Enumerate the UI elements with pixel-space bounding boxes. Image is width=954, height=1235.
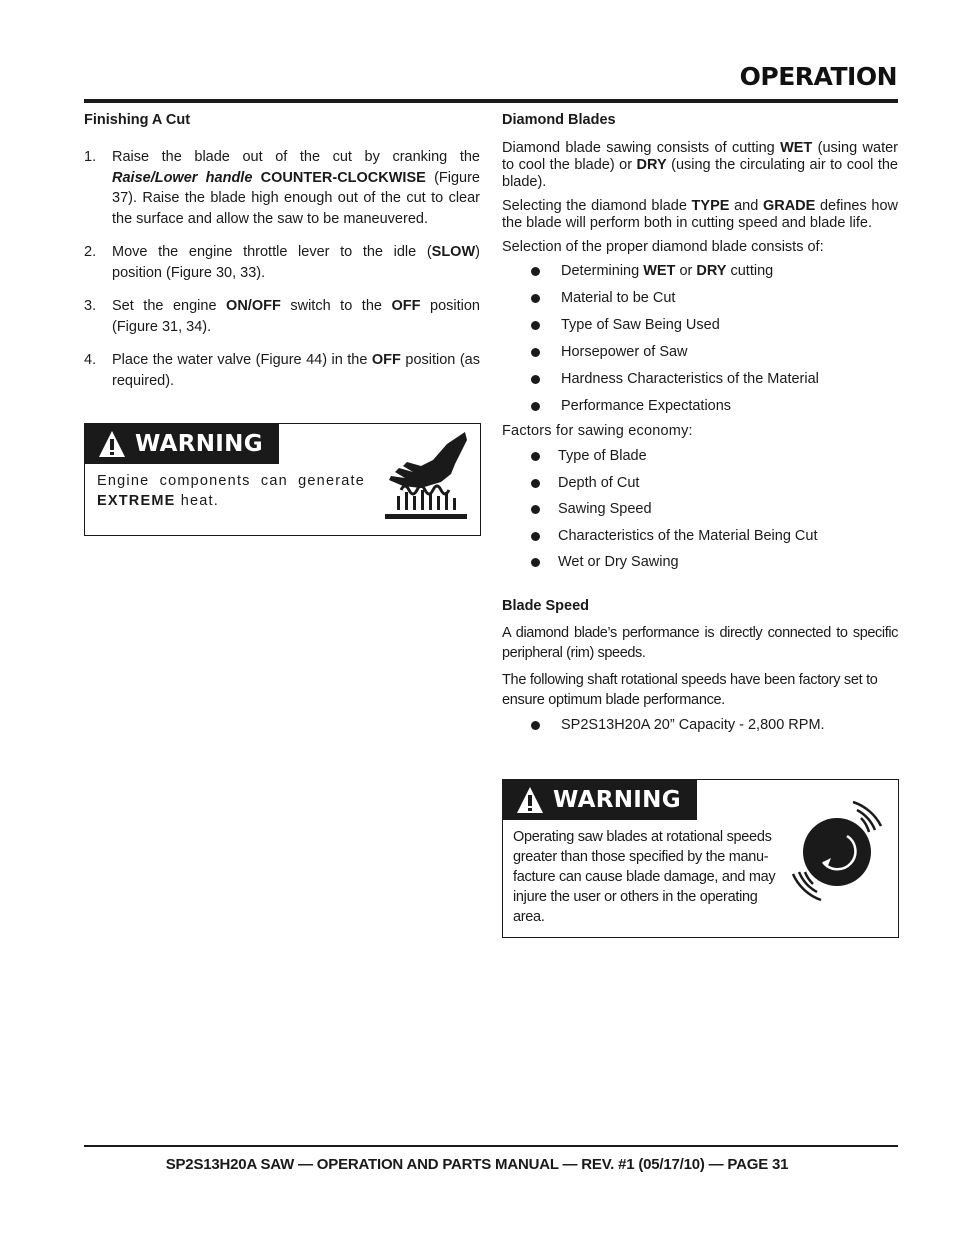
text-run: DRY xyxy=(636,157,667,173)
warning-tag xyxy=(503,780,697,820)
text-run: OFF xyxy=(391,298,421,314)
warning-box-speed xyxy=(502,779,899,938)
text-run: ) position (Figure 30, 33). xyxy=(112,244,480,281)
text-run: position (as required). xyxy=(112,352,480,389)
text-run: WET xyxy=(780,140,813,156)
warning-triangle-icon xyxy=(515,785,545,815)
list-item xyxy=(531,285,898,312)
step-item xyxy=(84,296,480,337)
step-number: 4. xyxy=(84,352,97,368)
diamond-paragraph-1 xyxy=(502,140,898,191)
text-run: cutting xyxy=(726,263,774,279)
list-item xyxy=(531,496,898,523)
text-run: Type of Saw Being Used xyxy=(561,317,720,333)
warning-label: WARNING xyxy=(135,431,263,457)
list-item xyxy=(531,339,898,366)
text-run: Selecting the diamond blade xyxy=(502,198,692,214)
list-item-label: Sawing Speed xyxy=(558,501,652,517)
text-run: (Figure 37). Raise the blade high enough out of the cut to clear the surface and allow the saw to be maneuvered. xyxy=(112,169,480,227)
step-item xyxy=(84,242,480,283)
hot-surface-icon xyxy=(381,430,471,526)
text-run: Horsepower of Saw xyxy=(561,344,688,360)
bullet-dot-icon xyxy=(531,402,540,411)
text-run: defines how the blade will perform both in cutting speed and blade life. xyxy=(502,198,898,231)
warning-triangle-icon xyxy=(97,429,127,459)
speed-list xyxy=(531,712,898,739)
text-run: Determining xyxy=(561,263,644,279)
text-run xyxy=(252,170,260,186)
bullet-dot-icon xyxy=(531,721,540,730)
step-number: 1. xyxy=(84,149,97,165)
bullet-dot-icon xyxy=(531,321,540,330)
text-run: TYPE xyxy=(691,198,730,214)
right-column xyxy=(502,112,898,739)
factors-intro: Factors for sawing economy: xyxy=(502,423,693,439)
footer-rule xyxy=(84,1145,898,1147)
list-item xyxy=(531,258,898,285)
step-number: 3. xyxy=(84,298,97,314)
text-run: Raise/Lower handle xyxy=(112,169,253,186)
text-run: Move the engine throttle lever to the idle ( xyxy=(112,244,432,260)
page-footer: SP2S13H20A SAW — OPERATION AND PARTS MANUAL — REV. #1 (05/17/10) — PAGE 31 xyxy=(165,1156,789,1173)
page-title: OPERATION xyxy=(739,62,897,91)
text-run: Place the water valve (Figure 44) in the xyxy=(112,352,372,368)
text-run: Set the engine xyxy=(112,298,227,314)
left-column xyxy=(84,112,480,404)
text-run: OFF xyxy=(371,352,401,368)
list-item-label: Type of Blade xyxy=(558,448,647,464)
text-run: EXTREME xyxy=(97,493,176,509)
text-run: SLOW xyxy=(431,244,476,260)
bullet-dot-icon xyxy=(531,375,540,384)
warning-text: Operating saw blades at rotational speeds greater than those specified by the manu-facture can cause blade damage, and may injure the user or others in the operating area. xyxy=(513,829,776,925)
text-run: WET xyxy=(643,263,676,279)
text-run: (using water to cool the blade) or xyxy=(502,140,898,173)
spinning-blade-icon xyxy=(789,796,889,908)
list-item xyxy=(531,549,898,576)
text-run: heat. xyxy=(175,493,219,509)
list-item-label: Depth of Cut xyxy=(558,474,640,491)
section-heading-finishing-cut: Finishing A Cut xyxy=(84,112,191,128)
list-item xyxy=(531,523,898,550)
warning-text xyxy=(97,471,365,511)
step-item xyxy=(84,147,480,229)
text-run: (using the circulating air to cool the blade). xyxy=(502,157,898,190)
list-item-label: Characteristics of the Material Being Cut xyxy=(558,527,818,544)
step-number: 2. xyxy=(84,244,97,260)
list-item-label: SP2S13H20A 20” Capacity - 2,800 RPM. xyxy=(561,716,825,733)
bullet-dot-icon xyxy=(531,348,540,357)
text-run: Engine components can generate xyxy=(97,473,365,489)
text-run: GRADE xyxy=(762,198,816,214)
bullet-dot-icon xyxy=(531,479,540,488)
step-item xyxy=(84,350,480,391)
diamond-paragraph-3: Selection of the proper diamond blade consists of: xyxy=(502,239,824,255)
text-run: COUNTER-CLOCKWISE xyxy=(260,169,426,186)
text-run: position (Figure 31, 34). xyxy=(112,298,480,335)
text-run: ON/OFF xyxy=(226,298,281,314)
speed-paragraph-1: A diamond blade’s performance is directly connected to specific peripheral (rim) speeds. xyxy=(502,624,898,661)
text-run: Material to be Cut xyxy=(561,290,676,306)
speed-paragraph-2: The following shaft rotational speeds have been factory set to ensure optimum blade performance. xyxy=(502,671,878,708)
section-heading-blade-speed: Blade Speed xyxy=(502,597,590,614)
list-item-label: Wet or Dry Sawing xyxy=(558,554,679,570)
text-run: or xyxy=(675,263,697,279)
text-run: Diamond blade sawing consists of cutting xyxy=(502,140,781,156)
bullet-dot-icon xyxy=(531,532,540,541)
text-run: Raise the blade out of the cut by cranking the xyxy=(112,149,480,165)
list-item xyxy=(531,312,898,339)
diamond-paragraph-2 xyxy=(502,198,898,232)
warning-box-heat xyxy=(84,423,481,536)
list-item xyxy=(531,443,898,470)
text-run: switch to the xyxy=(280,298,392,314)
text-run: Hardness Characteristics of the Material xyxy=(561,371,819,387)
list-item xyxy=(531,393,898,420)
bullet-dot-icon xyxy=(531,267,540,276)
section-heading-diamond-blades: Diamond Blades xyxy=(502,112,616,128)
text-run: Performance Expectations xyxy=(561,398,732,414)
text-run: DRY xyxy=(696,263,727,279)
warning-label: WARNING xyxy=(553,787,681,813)
factors-list xyxy=(531,443,898,576)
list-item xyxy=(531,712,898,739)
header-rule xyxy=(84,99,898,103)
warning-tag xyxy=(85,424,279,464)
bullet-dot-icon xyxy=(531,452,540,461)
list-item xyxy=(531,470,898,497)
bullet-dot-icon xyxy=(531,294,540,303)
bullet-dot-icon xyxy=(531,505,540,514)
selection-criteria-list xyxy=(531,258,898,420)
finishing-steps-list xyxy=(84,147,480,391)
list-item xyxy=(531,366,898,393)
text-run: and xyxy=(729,198,763,214)
bullet-dot-icon xyxy=(531,558,540,567)
